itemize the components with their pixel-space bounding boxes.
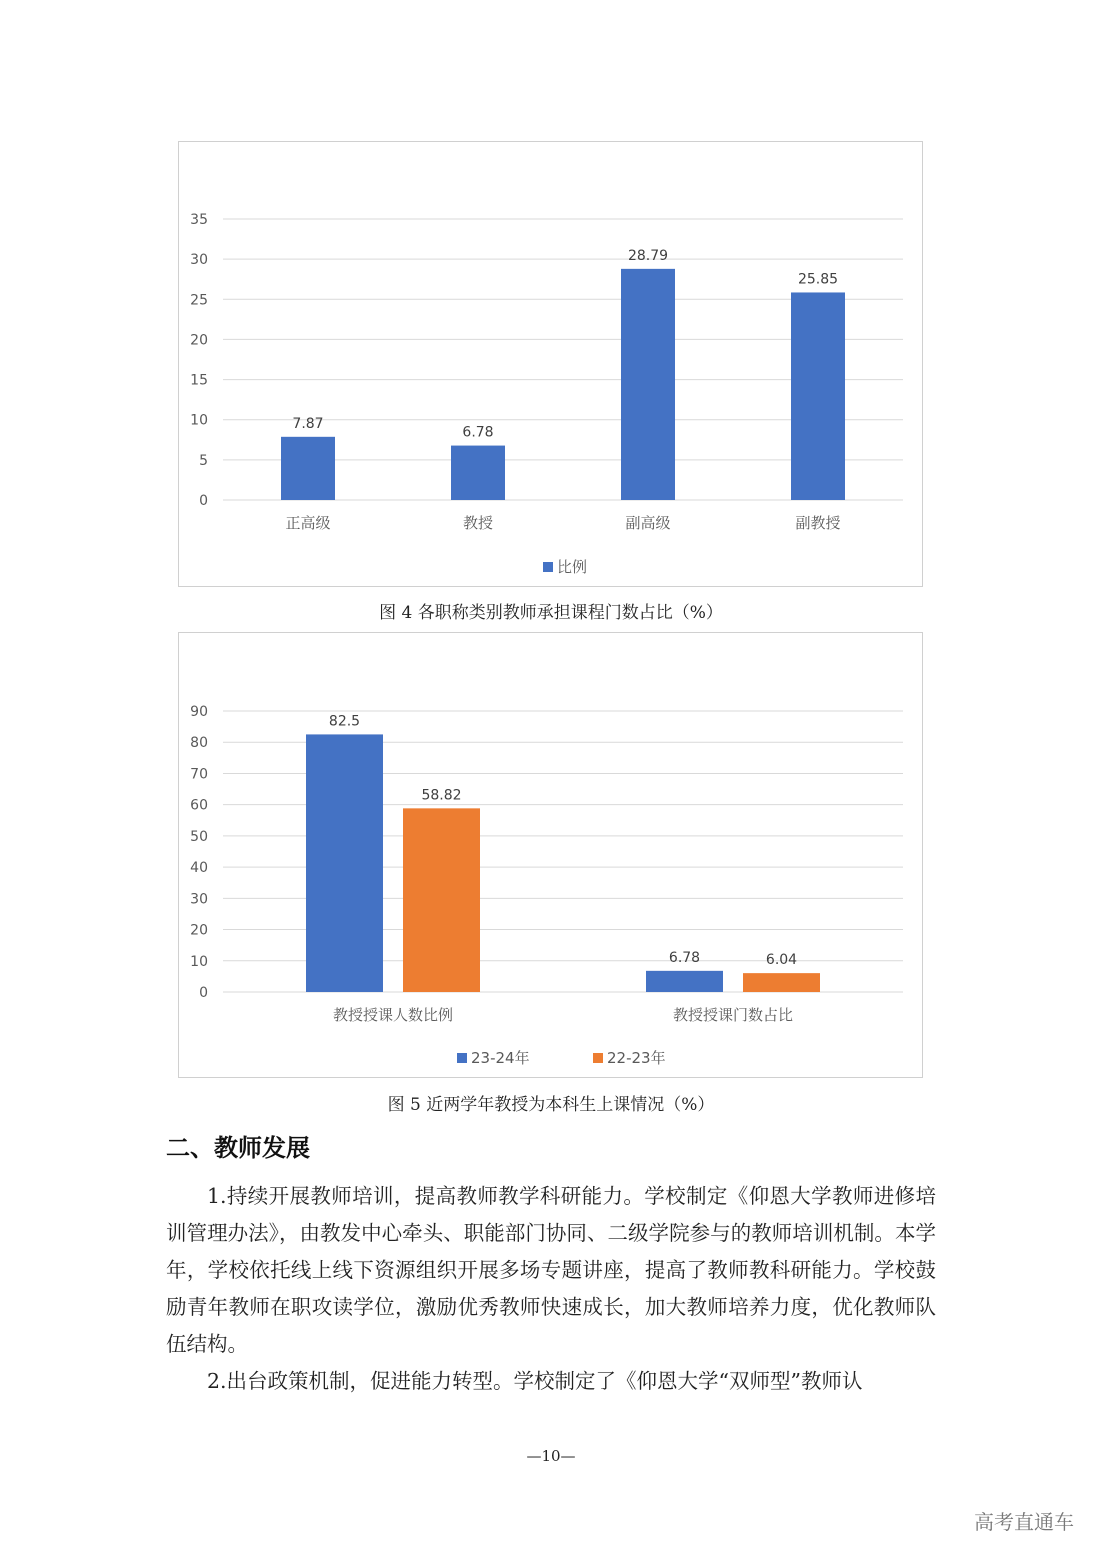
- x-category-label: 教授授课门数占比: [672, 1006, 794, 1024]
- y-tick-label: 0: [199, 493, 208, 509]
- data-label: 6.04: [765, 952, 798, 969]
- bar: [306, 734, 383, 992]
- bar: [743, 973, 820, 992]
- section-title: 二、教师发展: [166, 1134, 310, 1162]
- data-label: 6.78: [462, 424, 494, 441]
- page-number: —10—: [526, 1447, 576, 1465]
- data-label: 58.82: [421, 787, 462, 804]
- y-tick-label: 70: [190, 766, 208, 783]
- watermark: 高考直通车: [974, 1510, 1074, 1534]
- y-tick-label: 20: [190, 332, 208, 349]
- bar: [281, 437, 335, 500]
- y-tick-label: 90: [190, 704, 208, 720]
- y-tick-label: 80: [190, 735, 208, 752]
- bar: [403, 808, 480, 992]
- data-label: 82.5: [328, 713, 361, 730]
- figure-4-caption: 图 4 各职称类别教师承担课程门数占比（%）: [379, 603, 723, 623]
- data-label: 25.85: [797, 271, 839, 288]
- legend-swatch: [593, 1053, 603, 1063]
- bar: [791, 292, 845, 500]
- y-tick-label: 30: [190, 891, 208, 908]
- legend-swatch: [457, 1053, 467, 1063]
- legend-label: 23-24年: [471, 1049, 530, 1067]
- figure-5-caption: 图 5 近两学年教授为本科生上课情况（%）: [387, 1095, 715, 1115]
- data-label: 6.78: [668, 949, 701, 966]
- data-label: 28.79: [627, 247, 669, 264]
- y-tick-label: 50: [190, 828, 208, 845]
- chart-figure-5: [178, 632, 923, 1078]
- y-tick-label: 10: [190, 953, 208, 970]
- chart-figure-4: [178, 141, 923, 587]
- y-tick-label: 25: [190, 292, 208, 309]
- legend-label: 比例: [557, 558, 588, 576]
- x-category-label: 副高级: [625, 514, 671, 532]
- legend-swatch: [543, 562, 553, 572]
- y-tick-label: 15: [190, 372, 208, 389]
- bar: [621, 269, 675, 500]
- x-category-label: 教授授课人数比例: [332, 1006, 454, 1024]
- y-tick-label: 20: [190, 922, 208, 939]
- data-label: 7.87: [292, 415, 324, 432]
- y-tick-label: 40: [190, 860, 208, 877]
- bar: [451, 446, 505, 500]
- x-category-label: 教授: [462, 514, 494, 532]
- y-tick-label: 60: [190, 797, 208, 814]
- x-category-label: 正高级: [285, 514, 331, 532]
- bar: [646, 971, 723, 992]
- x-category-label: 副教授: [795, 514, 841, 532]
- y-tick-label: 5: [199, 452, 208, 469]
- y-tick-label: 10: [190, 412, 208, 429]
- bar-chart-5: [179, 633, 924, 1079]
- y-tick-label: 35: [190, 212, 208, 228]
- y-tick-label: 30: [190, 252, 208, 269]
- bar-chart-4: [179, 142, 924, 588]
- paragraph-2: 2.出台政策机制，促进能力转型。学校制定了《仰恩大学“双师型”教师认: [207, 1369, 863, 1393]
- y-tick-label: 0: [199, 985, 208, 1001]
- legend-label: 22-23年: [607, 1049, 666, 1067]
- paragraph-1: 1.持续开展教师培训，提高教师教学科研能力。学校制定《仰恩大学教师进修培训管理办法》，由教发中心牵头、职能部门协同、二级学院参与的教师培训机制。本学年，学校依托线上线下资源组织开展多场专题讲座，提高了教师教科研能力。学校鼓励青年教师在职攻读学位，激励优秀教师快速成长，加大教师培养力度，优化教师队伍结构。: [166, 1184, 936, 1356]
- body-text: [166, 1178, 936, 1400]
